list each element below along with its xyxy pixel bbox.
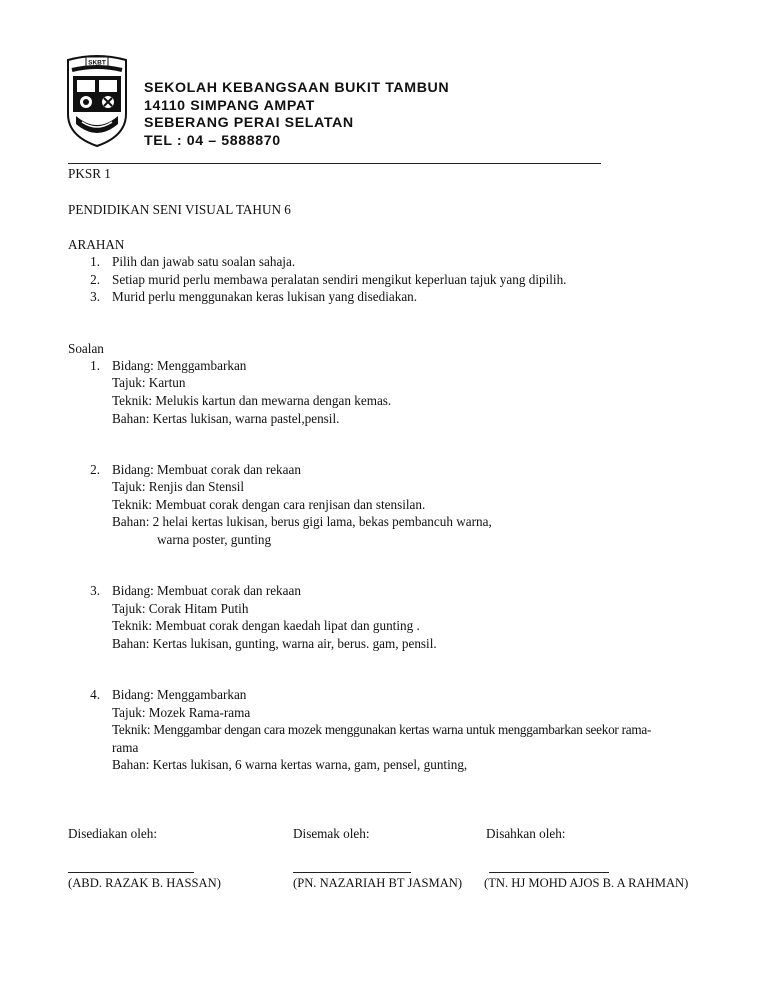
signatory-name: (ABD. RAZAK B. HASSAN) bbox=[68, 876, 221, 890]
question-teknik-continued: rama bbox=[112, 740, 139, 755]
question-bahan: Bahan: 2 helai kertas lukisan, berus gigi lama, bekas pembancuh warna, bbox=[112, 514, 492, 529]
instruction-text: Setiap murid perlu membawa peralatan sendiri mengikut keperluan tajuk yang dipilih. bbox=[112, 272, 567, 287]
school-district: SEBERANG PERAI SELATAN bbox=[144, 115, 354, 131]
header-divider bbox=[68, 163, 601, 164]
question-bidang: Bidang: Menggambarkan bbox=[112, 687, 247, 702]
question-teknik: Teknik: Membuat corak dengan cara renjisan dan stensilan. bbox=[112, 497, 426, 512]
signature-line bbox=[68, 872, 194, 873]
crest-text: SKBT bbox=[88, 59, 106, 67]
signatory-name: (PN. NAZARIAH BT JASMAN) bbox=[293, 876, 463, 890]
signature-line bbox=[489, 872, 609, 873]
question-number: 2. bbox=[90, 462, 100, 477]
school-crest-logo bbox=[64, 54, 130, 148]
question-tajuk: Tajuk: Mozek Rama-rama bbox=[112, 705, 251, 720]
questions-heading: Soalan bbox=[68, 341, 104, 356]
signature-label: Disemak oleh: bbox=[293, 826, 370, 841]
question-number: 4. bbox=[90, 687, 100, 702]
question-bidang: Bidang: Membuat corak dan rekaan bbox=[112, 583, 301, 598]
question-tajuk: Tajuk: Renjis dan Stensil bbox=[112, 479, 245, 494]
signature-label: Disahkan oleh: bbox=[486, 826, 566, 841]
question-bidang: Bidang: Membuat corak dan rekaan bbox=[112, 462, 301, 477]
signature-line bbox=[293, 872, 411, 873]
instruction-number: 2. bbox=[90, 272, 100, 287]
question-bahan: Bahan: Kertas lukisan, gunting, warna air, berus. gam, pensil. bbox=[112, 636, 437, 651]
question-number: 1. bbox=[90, 358, 100, 373]
instruction-number: 1. bbox=[90, 254, 100, 269]
question-number: 3. bbox=[90, 583, 100, 598]
question-teknik: Teknik: Melukis kartun dan mewarna dengan kemas. bbox=[112, 393, 392, 408]
question-tajuk: Tajuk: Corak Hitam Putih bbox=[112, 601, 249, 616]
school-name: SEKOLAH KEBANGSAAN BUKIT TAMBUN bbox=[144, 80, 450, 96]
question-teknik: Teknik: Membuat corak dengan kaedah lipat dan gunting . bbox=[112, 618, 420, 633]
instruction-text: Pilih dan jawab satu soalan sahaja. bbox=[112, 254, 296, 269]
school-phone: TEL : 04 – 5888870 bbox=[144, 132, 281, 149]
question-teknik: Teknik: Menggambar dengan cara mozek menggunakan kertas warna untuk menggambarkan seekor rama- bbox=[112, 722, 652, 737]
school-header bbox=[144, 80, 449, 150]
question-bidang: Bidang: Menggambarkan bbox=[112, 358, 247, 373]
school-address: 14110 SIMPANG AMPAT bbox=[144, 97, 315, 114]
doc-subject: PENDIDIKAN SENI VISUAL TAHUN 6 bbox=[68, 202, 291, 217]
doc-code: PKSR 1 bbox=[68, 166, 111, 181]
instruction-number: 3. bbox=[90, 289, 100, 304]
question-bahan: Bahan: Kertas lukisan, 6 warna kertas warna, gam, pensel, gunting, bbox=[112, 757, 468, 772]
question-bahan: Bahan: Kertas lukisan, warna pastel,pensil. bbox=[112, 411, 340, 426]
instruction-text: Murid perlu menggunakan keras lukisan yang disediakan. bbox=[112, 289, 418, 304]
signatory-name: (TN. HJ MOHD AJOS B. A RAHMAN) bbox=[484, 876, 689, 890]
question-bahan-continued: warna poster, gunting bbox=[157, 532, 272, 547]
question-tajuk: Tajuk: Kartun bbox=[112, 375, 186, 390]
signature-label: Disediakan oleh: bbox=[68, 826, 157, 841]
instructions-heading: ARAHAN bbox=[68, 237, 125, 252]
